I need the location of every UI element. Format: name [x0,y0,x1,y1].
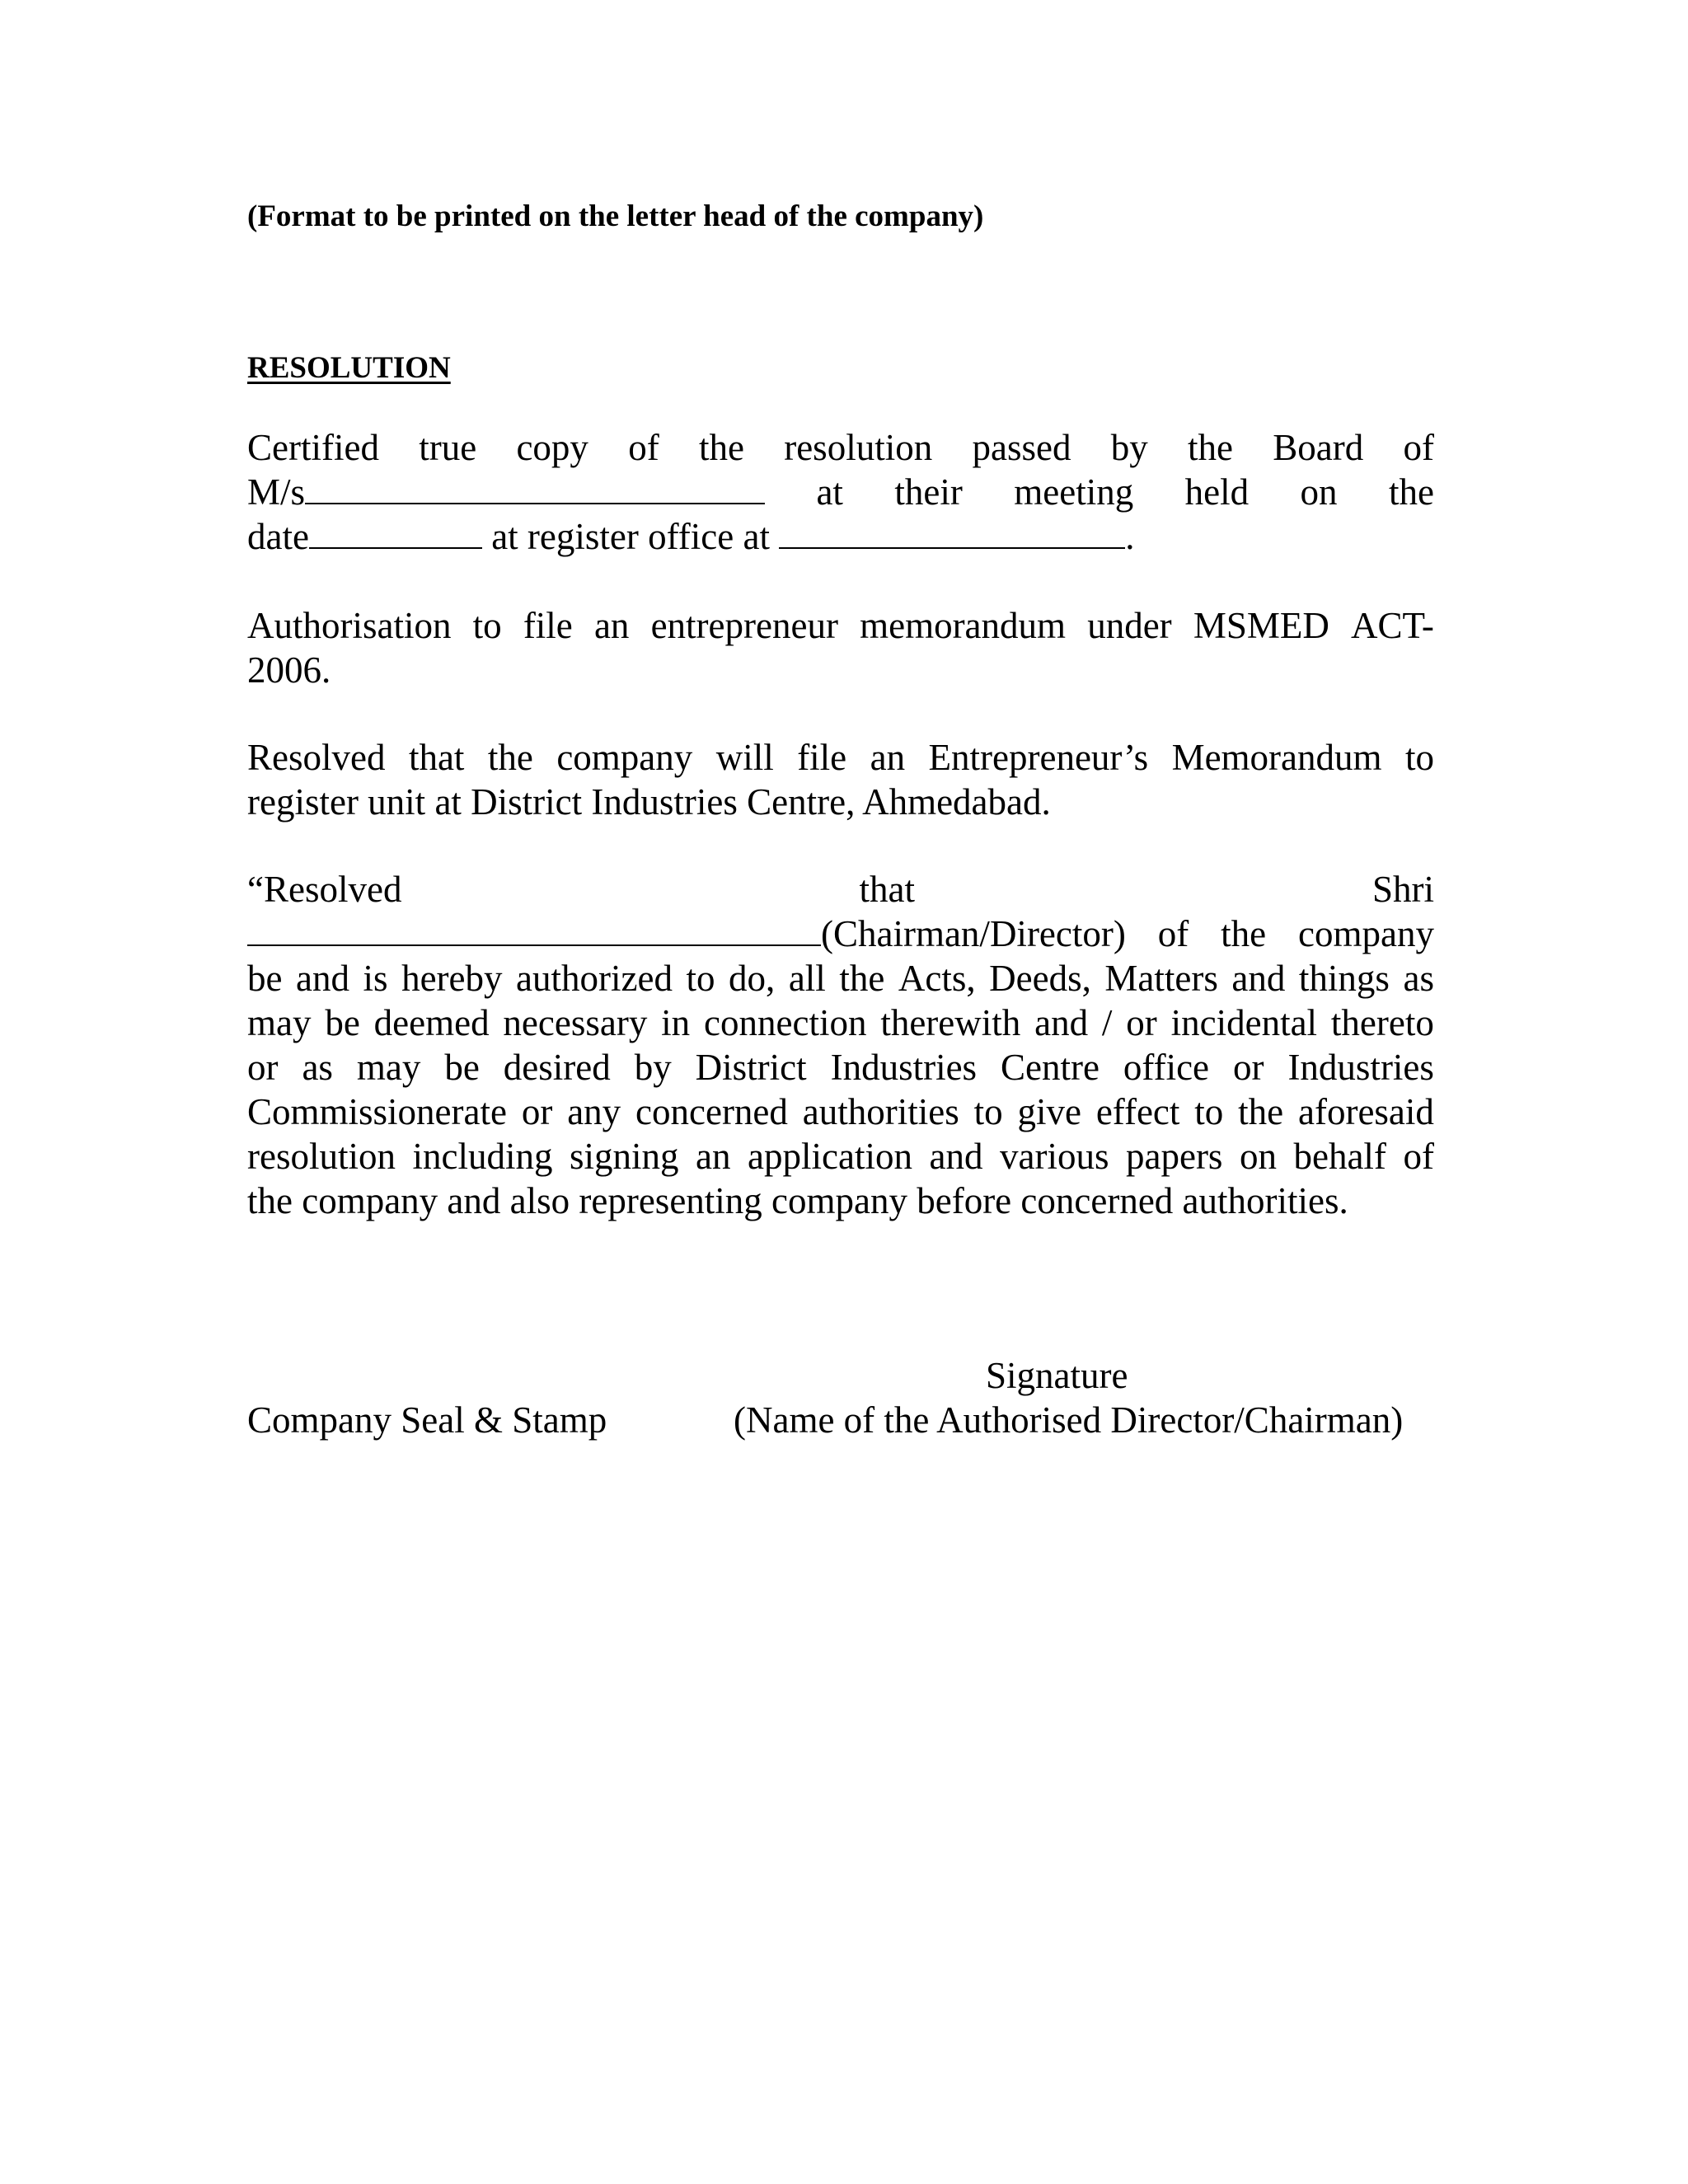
para1-line3: date at register office at . [247,516,1135,557]
para4-line5-word: or [247,1047,279,1088]
para4-line1-word: “Resolved [247,869,402,910]
para4-line3-word: Matters [1104,958,1218,999]
signature-label: Signature [986,1355,1128,1396]
para1-line2 [247,470,1434,514]
para4-line1 [247,867,1434,912]
para2-line1-word: ACT- [1351,605,1434,646]
para4-line7-word: papers [1126,1136,1223,1177]
para2-line2: 2006. [247,649,331,691]
para4-line3-word: do, [729,958,776,999]
para4-line3-word: Acts, [898,958,976,999]
para4-line6-word: authorities [802,1091,959,1132]
para2-line1-word: an [593,605,630,646]
para4-line3-word: things [1298,958,1390,999]
para1-line1-word: copy [516,427,588,468]
para4-line7-word: on [1239,1136,1277,1177]
para1-line2-word: meeting [1014,471,1134,513]
para4-line6-word: effect [1095,1091,1180,1132]
para3-line1-word: Entrepreneur’s [928,737,1149,778]
para4-line1-word: that [859,869,915,910]
para4-line7-word: various [1000,1136,1109,1177]
shri-name-blank[interactable] [247,912,821,946]
para4-line6-word: to [1194,1091,1224,1132]
para4-line4-word: and [1034,1002,1089,1043]
para4-line7-word: of [1403,1136,1434,1177]
para4-line2 [247,912,1434,956]
para1-line2-word: on [1300,471,1338,513]
company-name-field[interactable]: M/s [247,470,765,514]
para4-line3-word: all [788,958,826,999]
para4-line4 [247,1001,1434,1045]
para4-line5-word: Centre [1001,1047,1100,1088]
para4-line4-word: deemed [373,1002,490,1043]
para4-line4-word: connection [704,1002,867,1043]
para2-line1-word: under [1087,605,1172,646]
para4-line8: the company and also representing company before concerned authorities. [247,1180,1348,1221]
para4-line6-word: give [1017,1091,1081,1132]
para4-line1-word: Shri [1372,869,1434,910]
register-office-blank[interactable] [779,514,1125,549]
para4-line6-word: any [567,1091,621,1132]
para1-line1-word: Certified [247,427,379,468]
para4-line3-word: is [363,958,388,999]
para1-line1-word: of [628,427,659,468]
para4-line5-word: Industries [1287,1047,1434,1088]
para4-line4-word: or [1126,1002,1157,1043]
para4-line4-word: be [325,1002,360,1043]
para4-line3-word: authorized [516,958,673,999]
para1-line1-word: Board [1273,427,1364,468]
para4-line7-word: behalf [1293,1136,1386,1177]
para4-line6 [247,1090,1434,1134]
para2-line1-word: Authorisation [247,605,452,646]
para4-line6-word: aforesaid [1298,1091,1434,1132]
para4-line5 [247,1045,1434,1090]
para1-line1-word: by [1110,427,1148,468]
meeting-date-blank[interactable] [309,514,482,549]
para4-line5-word: by [634,1047,672,1088]
para4-line6-word: the [1238,1091,1284,1132]
para3-line1-word: Resolved [247,737,386,778]
para2-line1-word: file [523,605,573,646]
para4-line6-word: concerned [635,1091,788,1132]
para3-line1-word: will [715,737,774,778]
para4-line7-word: and [929,1136,983,1177]
para1-line1-word: passed [972,427,1071,468]
para4-line5-word: or [1232,1047,1264,1088]
para4-line5-word: as [302,1047,333,1088]
para3-line1-word: an [870,737,906,778]
para4-line5-word: desired [503,1047,611,1088]
para4-line4-word: may [247,1002,312,1043]
para3-line2: register unit at District Industries Centre, Ahmedabad. [247,781,1051,823]
para1-line1-word: true [419,427,477,468]
company-seal-label: Company Seal & Stamp [247,1399,607,1441]
para4-line3-word: as [1403,958,1434,999]
para1-line1 [247,425,1434,470]
para1-line1-word: resolution [784,427,933,468]
para4-line6-word: or [521,1091,553,1132]
para4-line7-word: including [412,1136,553,1177]
shri-name-field[interactable] [247,912,1126,956]
para4-line2-word: the [1221,913,1267,954]
para1-line1-word: the [698,427,744,468]
para4-line5-word: District [695,1047,807,1088]
para3-line1-word: file [797,737,847,778]
para4-line2-word: of [1157,913,1189,954]
para3-line1-word: the [487,737,533,778]
company-name-blank[interactable] [305,470,765,504]
para4-line3-word: hereby [401,958,503,999]
para4-line7 [247,1134,1434,1179]
para4-line6-word: to [973,1091,1003,1132]
para4-line3-word: and [1231,958,1286,999]
para4-line3-word: be [247,958,283,999]
para3-line1-word: Memorandum [1171,737,1382,778]
para4-line7-word: resolution [247,1136,396,1177]
para4-line3-word: the [839,958,885,999]
para2-line1-word: to [472,605,502,646]
para4-line5-word: be [444,1047,480,1088]
para4-line4-word: in [661,1002,691,1043]
para4-line3-word: to [686,958,715,999]
para1-line2-word: the [1388,471,1434,513]
para4-line7-word: application [748,1136,912,1177]
para1-line1-word: of [1403,427,1434,468]
para3-line1-word: that [408,737,465,778]
para4-line4-word: necessary [503,1002,648,1043]
para4-line5-word: Industries [830,1047,978,1088]
para3-line1-word: company [556,737,693,778]
para4-line2-word: company [1298,913,1434,954]
para2-line1-word: entrepreneur [650,605,838,646]
para1-line2-word: their [894,471,963,513]
authorised-name-label: (Name of the Authorised Director/Chairman) [734,1399,1404,1441]
para1-line1-word: the [1187,427,1233,468]
para2-line1-word: memorandum [860,605,1067,646]
para4-line3 [247,956,1434,1001]
para4-line6-word: Commissionerate [247,1091,507,1132]
para1-line2-word: at [816,471,843,513]
para4-line4-word: therewith [880,1002,1021,1043]
para4-line7-word: an [696,1136,731,1177]
para2-line1-word: MSMED [1193,605,1329,646]
para4-line5-word: office [1123,1047,1210,1088]
resolution-heading: RESOLUTION [247,351,451,385]
para4-line4-word: / [1101,1002,1113,1043]
para3-line1 [247,735,1434,780]
para4-line2-word: (Chairman/Director) [821,913,1126,954]
para3-line1-word: to [1404,737,1434,778]
para4-line4-word: thereto [1330,1002,1434,1043]
para4-line4-word: incidental [1170,1002,1318,1043]
para2-line1 [247,603,1434,648]
para1-line2-word: held [1184,471,1250,513]
format-note: (Format to be printed on the letter head of the company) [247,199,984,233]
para4-line7-word: signing [570,1136,679,1177]
para4-line3-word: and [296,958,349,999]
para4-line3-word: Deeds, [989,958,1091,999]
para4-line5-word: may [356,1047,421,1088]
